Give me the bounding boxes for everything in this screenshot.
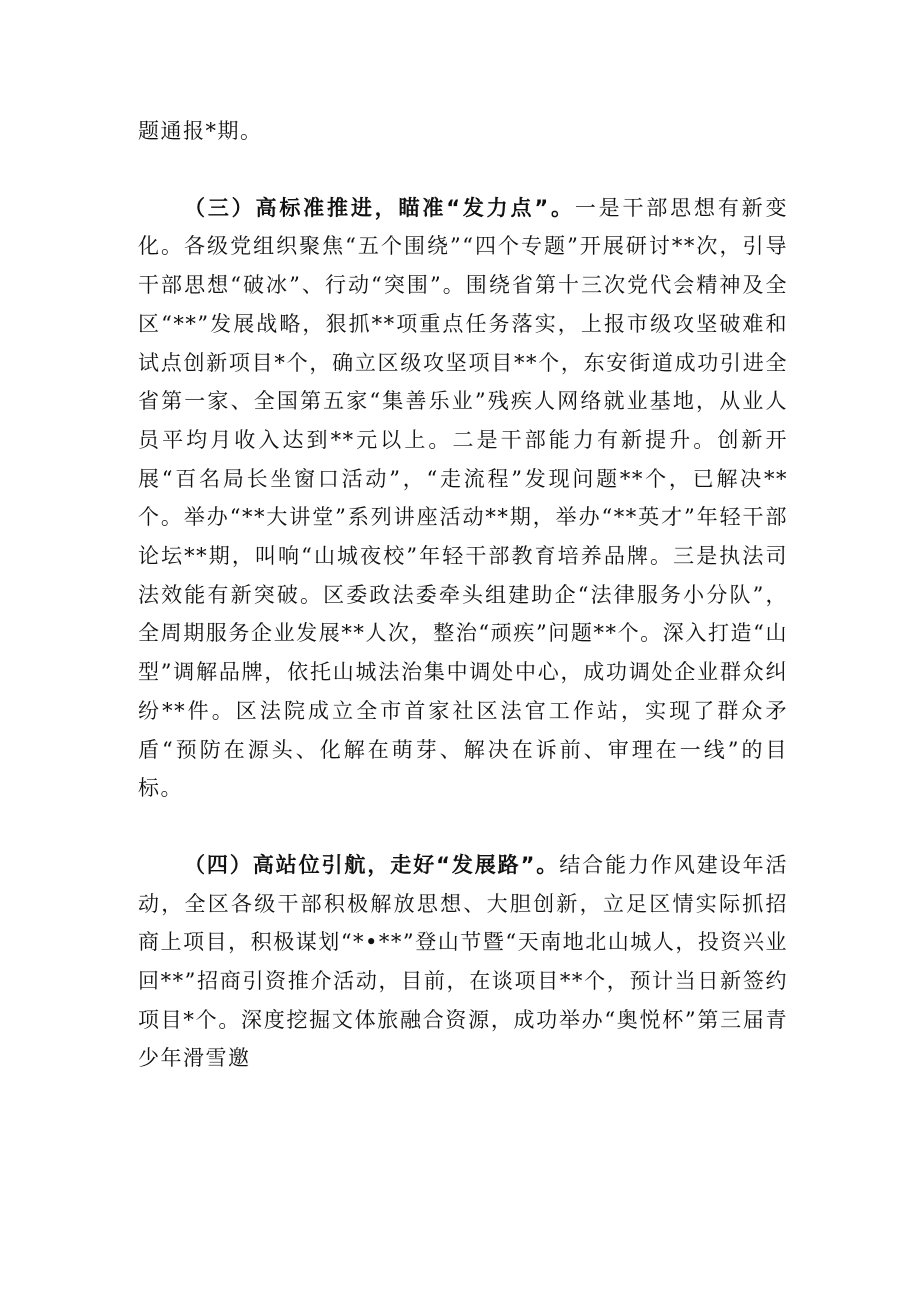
paragraph-text: 一是干部思想有新变化。各级党组织聚焦“五个围绕”“四个专题”开展研讨**次，引导干部思想“破冰”、行动“突围”。围绕省第十三次党代会精神及全区“**”发展战略，狠抓**项重点任务落实，上报市级攻坚破难和试点创新项目*个，确立区级攻坚项目**个，东安街道成功引进全省第一家、全国第五家“集善乐业”残疾人网络就业基地，从业人员平均月收入达到**元以上。二是干部能力有新提升。创新开展“百名局长坐窗口活动”，“走流程”发现问题**个，已解决**个。举办“**大讲堂”系列讲座活动**期，举办“**英才”年轻干部论坛**期，叫响“山城夜校”年轻干部教育培养品牌。三是执法司法效能有新突破。区委政法委牵头组建助企“法律服务小分队”，全周期服务企业发展**人次，整治“顽疾”问题**个。深入打造“山型”调解品牌，依托山城法治集中调处中心，成功调处企业群众纠纷**件。区法院成立全市首家社区法官工作站，实现了群众矛盾“预防在源头、化解在萌芽、解决在诉前、审理在一线”的目标。 [138, 195, 788, 801]
paragraph-text: 题通报*期。 [138, 119, 263, 143]
paragraph-section-4 [138, 846, 788, 1078]
section-heading-4: （四）高站位引航，走好“发展路”。 [184, 852, 560, 877]
paragraph-section-3 [138, 189, 788, 808]
section-heading-3: （三）高标准推进，瞄准“发力点”。 [184, 195, 575, 220]
document-body [138, 112, 788, 1078]
paragraph-continuation [138, 112, 788, 151]
paragraph-text: 结合能力作风建设年活动，全区各级干部积极解放思想、大胆创新，立足区情实际抓招商上项目，积极谋划“*•**”登山节暨“天南地北山城人，投资兴业回**”招商引资推介活动，目前，在谈项目**个，预计当日新签约项目*个。深度挖掘文体旅融合资源，成功举办“奥悦杯”第三届青少年滑雪邀 [138, 852, 789, 1071]
